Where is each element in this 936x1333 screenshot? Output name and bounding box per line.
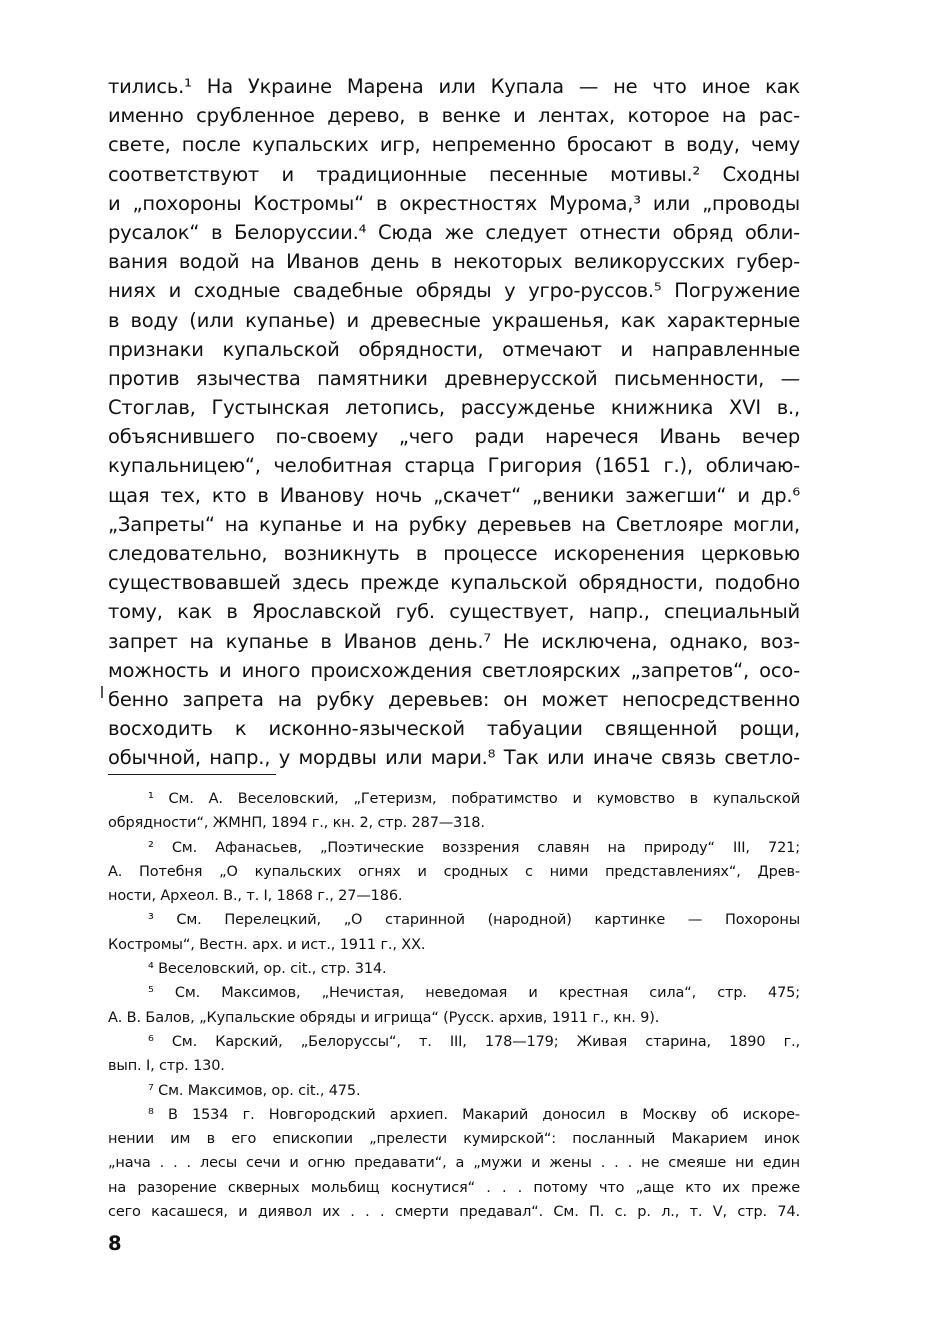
footnote-line: Костромы“, Вестн. арх. и ист., 1911 г., XX. <box>108 936 426 953</box>
footnote-line: А. В. Балов, „Купальские обряды и игрища“ (Русск. архив, 1911 г., кн. 9). <box>108 1009 660 1026</box>
footnote-separator <box>108 774 276 775</box>
footnote-line: А. Потебня „О купальских огнях и сродных с ними представлениях“, Древ- <box>108 863 800 880</box>
text-line: тому, как в Ярославской губ. существует, напр., специальный <box>108 600 800 624</box>
page-number: 8 <box>108 1232 122 1255</box>
text-line: русалок“ в Белоруссии.⁴ Сюда же следует отнести обряд обли- <box>108 220 800 244</box>
text-line: и „похороны Костромы“ в окрестностях Мурома,³ или „проводы <box>108 191 800 215</box>
footnote-line: „нача . . . лесы сечи и огню предавати“, а „мужи и жены . . . не смеяше ни един <box>108 1155 800 1172</box>
text-line: соответствуют и традиционные песенные мотивы.² Сходны <box>108 162 800 186</box>
text-line: „Запреты“ на купанье и на рубку деревьев на Светлояре могли, <box>108 512 800 536</box>
footnote-4: ⁴ Веселовский, op. cit., стр. 314. <box>148 961 387 978</box>
text-line: именно срубленное дерево, в венке и лентах, которое на рас- <box>108 104 800 128</box>
footnote-1: ¹ См. А. Веселовский, „Гетеризм, побратимство и кумовство в купальской <box>148 791 800 807</box>
text-line: обычной, напр., у мордвы или мари.⁸ Так или иначе связь светло- <box>108 746 800 770</box>
text-line: существовавшей здесь прежде купальской обрядности, подобно <box>108 571 800 595</box>
text-line: запрет на купанье в Иванов день.⁷ Не исключена, однако, воз- <box>108 629 800 653</box>
text-line: бенно запрета на рубку деревьев: он может непосредственно <box>108 687 800 711</box>
text-line: в воду (или купанье) и древесные украшенья, как характерные <box>108 308 800 332</box>
footnote-3: ³ См. Перелецкий, „О старинной (народной) картинке — Похороны <box>148 912 800 929</box>
text-line: восходить к исконно-языческой табуации священной рощи, <box>108 717 800 741</box>
text-line: ниях и сходные свадебные обряды у угро-руссов.⁵ Погружение <box>108 279 800 303</box>
footnote-2: ² См. Афанасьев, „Поэтические воззрения славян на природу“ III, 721; <box>148 839 800 856</box>
text-line: щая тех, кто в Иванову ночь „скачет“ „веники зажегши“ и др.⁶ <box>108 483 800 507</box>
footnotes-block <box>108 787 800 1224</box>
footnote-5: ⁵ См. Максимов, „Нечистая, неведомая и крестная сила“, стр. 475; <box>148 985 800 1002</box>
text-line: можность и иного происхождения светлоярских „запретов“, осо- <box>108 658 800 682</box>
footnote-8: ⁸ В 1534 г. Новгородский архиеп. Макарий доносил в Москву об искоре- <box>148 1106 800 1123</box>
footnote-7: ⁷ См. Максимов, op. cit., 475. <box>148 1082 361 1099</box>
footnote-line: нении им в его епископии „прелести кумирской“: посланный Макарием инок <box>108 1131 800 1148</box>
text-line: против язычества памятники древнерусской письменности, — <box>108 366 800 390</box>
footnote-line: ности, Археол. В., т. I, 1868 г., 27—186. <box>108 888 403 905</box>
text-line: вания водой на Иванов день в некоторых великорусских губер- <box>108 250 800 274</box>
text-line: следовательно, возникнуть в процессе искоренения церковью <box>108 542 800 565</box>
footnote-line: вып. I, стр. 130. <box>108 1058 225 1075</box>
text-line: объяснившего по-своему „чего ради наречеся Ивань вечер <box>108 425 800 449</box>
footnote-line: сего касашеся, и диявол их . . . смерти предавал“. См. П. с. р. л., т. V, стр. 74. <box>108 1204 800 1221</box>
text-line: тились.¹ На Украине Марена или Купала — не что иное как <box>108 75 800 98</box>
text-line: признаки купальской обрядности, отмечают и направленные <box>108 337 800 361</box>
footnote-line: обрядности“, ЖМНП, 1894 г., кн. 2, стр. 287—318. <box>108 815 485 832</box>
footnote-6: ⁶ См. Карский, „Белоруссы“, т. III, 178—179; Живая старина, 1890 г., <box>148 1033 800 1050</box>
text-line: Стоглав, Густынская летопись, рассужденье книжника XVI в., <box>108 396 800 420</box>
text-line: купальницею“, челобитная старца Григория (1651 г.), обличаю- <box>108 454 800 478</box>
margin-mark <box>101 686 103 698</box>
main-text-block <box>108 72 800 773</box>
footnote-line: на разорение скверных мольбищ коснутися“ . . . потому что „аще кто их преже <box>108 1179 800 1196</box>
text-line: свете, после купальских игр, непременно бросают в воду, чему <box>108 133 800 157</box>
